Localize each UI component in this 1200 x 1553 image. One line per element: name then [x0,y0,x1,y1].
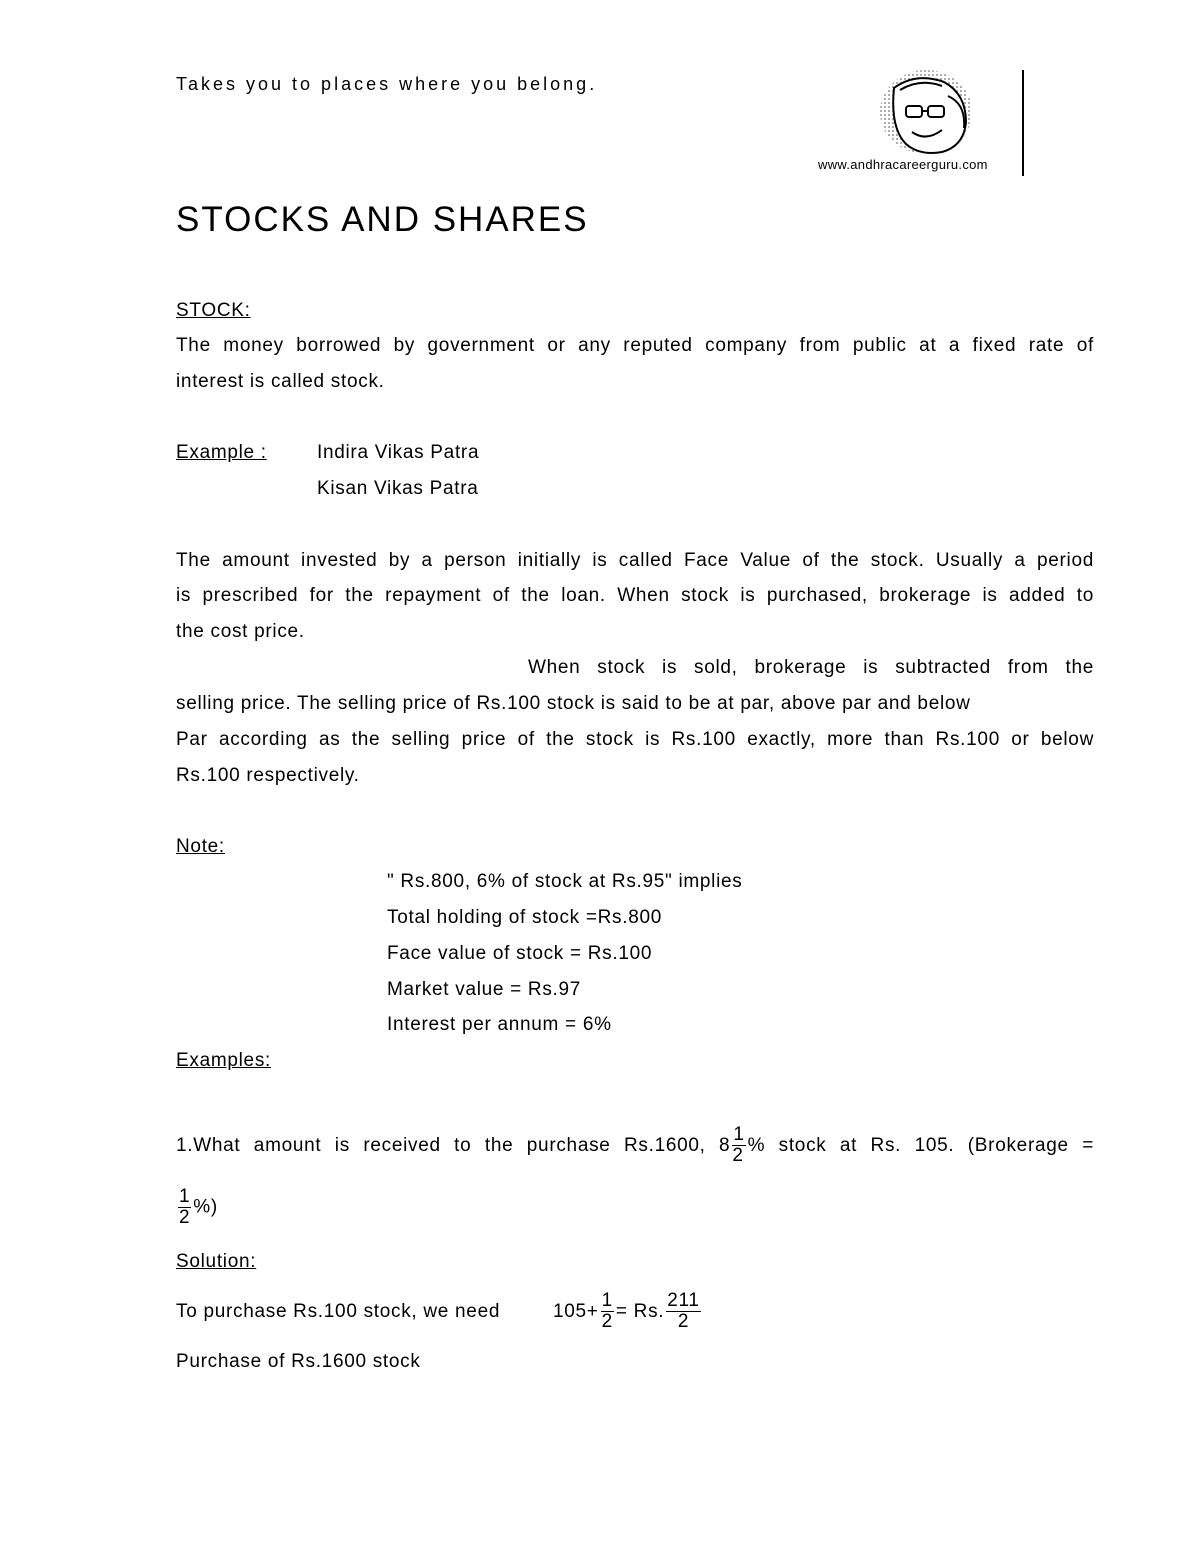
solution-line2: Purchase of Rs.1600 stock [176,1351,421,1372]
fraction-numerator: 1 [179,1186,191,1207]
note-line: Market value = Rs.97 [387,979,582,1000]
example1-rate-fraction [732,1125,745,1166]
solution-line1-text: To purchase Rs.100 stock, we need [176,1301,501,1322]
fraction-denominator: 2 [179,1207,191,1228]
solution-expr-prefix: 105+ [553,1301,599,1322]
solution-expr-mid: = Rs. [615,1301,665,1322]
solution-line1-expression [553,1288,703,1336]
solution-result-fraction [666,1291,700,1332]
paragraph-line7: Rs.100 respectively. [176,765,360,786]
solution-half-fraction [601,1291,614,1332]
example-item-indira: Indira Vikas Patra [317,442,480,463]
stock-definition-line1: The money borrowed by government or any reputed company from public at a fixed rate of [176,335,1094,356]
example1-question [176,1122,1094,1170]
logo [816,66,1020,178]
stock-heading: STOCK: [176,300,251,321]
paragraph-line4: When stock is sold, brokerage is subtracted from the [528,657,1094,678]
note-line: Face value of stock = Rs.100 [387,943,653,964]
fraction-denominator: 2 [732,1145,744,1167]
fraction-denominator: 2 [677,1311,690,1333]
fraction-numerator: 211 [667,1290,700,1312]
example1-text-part2: % stock at Rs. 105. (Brokerage = [747,1135,1094,1156]
note-line: " Rs.800, 6% of stock at Rs.95" implies [387,871,743,892]
solution-line1 [176,1288,500,1336]
stock-definition-line2: interest is called stock. [176,371,385,392]
header-divider [1022,70,1024,176]
note-line: Total holding of stock =Rs.800 [387,907,663,928]
fraction-numerator: 1 [601,1290,613,1312]
paragraph-line3: the cost price. [176,621,305,642]
fraction-denominator: 2 [601,1311,613,1333]
paragraph-line1: The amount invested by a person initially is called Face Value of the stock. Usually a period [176,550,1094,571]
examples-heading: Examples: [176,1050,272,1071]
note-heading: Note: [176,836,225,857]
paragraph-line6: Par according as the selling price of the stock is Rs.100 exactly, more than Rs.100 or below [176,729,1094,750]
example1-brokerage-fraction [178,1187,191,1228]
example-item-kisan: Kisan Vikas Patra [317,478,479,499]
header-tagline: Takes you to places where you belong. [176,74,598,94]
paragraph-line5: selling price. The selling price of Rs.100 stock is said to be at par, above par and below [176,693,971,714]
example1-text-part1: 1.What amount is received to the purchase Rs.1600, [176,1135,706,1156]
example1-brokerage [176,1187,218,1235]
page-title: STOCKS AND SHARES [176,200,589,239]
solution-heading: Solution: [176,1251,257,1272]
logo-url: www.andhracareerguru.com [818,157,988,172]
example1-rate-whole: 8 [719,1135,731,1156]
example1-brokerage-suffix: %) [193,1196,218,1218]
example1-rate [719,1124,1094,1167]
fraction-numerator: 1 [733,1124,745,1146]
paragraph-line2: is prescribed for the repayment of the loan. When stock is purchased, brokerage is added to [176,585,1094,606]
example-label: Example : [176,442,267,463]
note-line: Interest per annum = 6% [387,1014,612,1035]
